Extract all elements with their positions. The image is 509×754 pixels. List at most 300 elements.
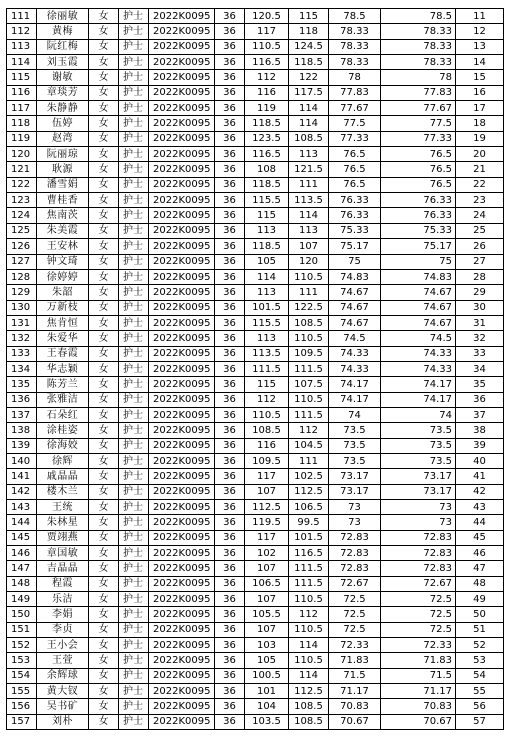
cell-position: 护士 (119, 85, 149, 100)
cell-avg-score: 72.83 (329, 546, 381, 561)
cell-score-a: 111.5 (245, 361, 289, 376)
table-row (7, 423, 504, 438)
cell-name: 曹桂香 (37, 193, 89, 208)
table-row (7, 714, 504, 729)
cell-score-b: 113 (289, 147, 329, 162)
cell-post-code: 2022K0095 (149, 285, 215, 300)
cell-total-score: 77.67 (381, 101, 456, 116)
cell-total-score: 75.33 (381, 223, 456, 238)
cell-index: 137 (7, 407, 37, 422)
cell-position: 护士 (119, 239, 149, 254)
cell-name: 焦南茨 (37, 208, 89, 223)
cell-rank: 12 (456, 24, 504, 39)
cell-score-a: 113 (245, 331, 289, 346)
cell-score-b: 115 (289, 9, 329, 24)
cell-score-a: 120.5 (245, 9, 289, 24)
cell-total-score: 74.33 (381, 361, 456, 376)
cell-gender: 女 (89, 607, 119, 622)
cell-post-code: 2022K0095 (149, 39, 215, 54)
cell-headcount: 36 (215, 407, 245, 422)
cell-score-b: 111 (289, 453, 329, 468)
cell-avg-score: 78 (329, 70, 381, 85)
cell-gender: 女 (89, 484, 119, 499)
cell-total-score: 73 (381, 515, 456, 530)
cell-post-code: 2022K0095 (149, 530, 215, 545)
cell-index: 150 (7, 607, 37, 622)
cell-rank: 14 (456, 55, 504, 70)
cell-rank: 21 (456, 162, 504, 177)
cell-headcount: 36 (215, 699, 245, 714)
cell-gender: 女 (89, 668, 119, 683)
cell-score-b: 101.5 (289, 530, 329, 545)
cell-rank: 51 (456, 622, 504, 637)
cell-rank: 53 (456, 653, 504, 668)
cell-index: 139 (7, 438, 37, 453)
cell-post-code: 2022K0095 (149, 177, 215, 192)
cell-headcount: 36 (215, 638, 245, 653)
cell-index: 134 (7, 361, 37, 376)
cell-rank: 44 (456, 515, 504, 530)
cell-post-code: 2022K0095 (149, 223, 215, 238)
cell-score-b: 111.5 (289, 361, 329, 376)
cell-gender: 女 (89, 546, 119, 561)
cell-gender: 女 (89, 162, 119, 177)
cell-total-score: 72.83 (381, 561, 456, 576)
cell-position: 护士 (119, 392, 149, 407)
cell-index: 152 (7, 638, 37, 653)
cell-headcount: 36 (215, 592, 245, 607)
cell-rank: 50 (456, 607, 504, 622)
cell-rank: 47 (456, 561, 504, 576)
table-row (7, 453, 504, 468)
cell-name: 徐婷婷 (37, 269, 89, 284)
cell-headcount: 36 (215, 269, 245, 284)
cell-post-code: 2022K0095 (149, 392, 215, 407)
cell-total-score: 74.67 (381, 300, 456, 315)
cell-name: 张雅洁 (37, 392, 89, 407)
cell-score-b: 107.5 (289, 377, 329, 392)
cell-index: 124 (7, 208, 37, 223)
cell-index: 114 (7, 55, 37, 70)
cell-gender: 女 (89, 438, 119, 453)
cell-name: 黄梅 (37, 24, 89, 39)
cell-score-b: 104.5 (289, 438, 329, 453)
cell-total-score: 74.33 (381, 346, 456, 361)
cell-position: 护士 (119, 361, 149, 376)
cell-post-code: 2022K0095 (149, 714, 215, 729)
table-body (7, 9, 504, 730)
cell-post-code: 2022K0095 (149, 70, 215, 85)
cell-headcount: 36 (215, 331, 245, 346)
cell-avg-score: 77.67 (329, 101, 381, 116)
cell-score-a: 108.5 (245, 423, 289, 438)
cell-gender: 女 (89, 239, 119, 254)
cell-avg-score: 72.5 (329, 622, 381, 637)
cell-post-code: 2022K0095 (149, 239, 215, 254)
cell-index: 122 (7, 177, 37, 192)
cell-name: 贾翊燕 (37, 530, 89, 545)
cell-post-code: 2022K0095 (149, 699, 215, 714)
cell-total-score: 70.67 (381, 714, 456, 729)
cell-headcount: 36 (215, 24, 245, 39)
cell-score-a: 115 (245, 208, 289, 223)
cell-headcount: 36 (215, 177, 245, 192)
cell-score-b: 108.5 (289, 131, 329, 146)
cell-total-score: 74.67 (381, 285, 456, 300)
cell-position: 护士 (119, 469, 149, 484)
cell-post-code: 2022K0095 (149, 208, 215, 223)
cell-index: 151 (7, 622, 37, 637)
cell-total-score: 74 (381, 407, 456, 422)
cell-name: 徐辉 (37, 453, 89, 468)
cell-headcount: 36 (215, 530, 245, 545)
table-row (7, 177, 504, 192)
cell-position: 护士 (119, 438, 149, 453)
cell-rank: 46 (456, 546, 504, 561)
cell-score-b: 121.5 (289, 162, 329, 177)
cell-gender: 女 (89, 576, 119, 591)
cell-total-score: 73 (381, 500, 456, 515)
cell-score-a: 103.5 (245, 714, 289, 729)
cell-rank: 19 (456, 131, 504, 146)
cell-position: 护士 (119, 269, 149, 284)
cell-avg-score: 77.33 (329, 131, 381, 146)
cell-post-code: 2022K0095 (149, 607, 215, 622)
cell-position: 护士 (119, 653, 149, 668)
cell-gender: 女 (89, 346, 119, 361)
cell-score-a: 117 (245, 469, 289, 484)
cell-score-b: 112.5 (289, 484, 329, 499)
table-row (7, 239, 504, 254)
cell-gender: 女 (89, 116, 119, 131)
cell-total-score: 73.5 (381, 438, 456, 453)
score-table (6, 8, 504, 730)
cell-name: 阮丽琼 (37, 147, 89, 162)
cell-rank: 23 (456, 193, 504, 208)
cell-score-a: 106.5 (245, 576, 289, 591)
cell-post-code: 2022K0095 (149, 407, 215, 422)
cell-total-score: 78 (381, 70, 456, 85)
table-row (7, 500, 504, 515)
cell-position: 护士 (119, 162, 149, 177)
cell-score-a: 116.5 (245, 55, 289, 70)
table-row (7, 592, 504, 607)
cell-total-score: 78.33 (381, 55, 456, 70)
cell-headcount: 36 (215, 147, 245, 162)
cell-avg-score: 73.5 (329, 438, 381, 453)
table-row (7, 638, 504, 653)
cell-index: 111 (7, 9, 37, 24)
cell-gender: 女 (89, 469, 119, 484)
cell-name: 赵湾 (37, 131, 89, 146)
cell-post-code: 2022K0095 (149, 469, 215, 484)
cell-score-b: 122.5 (289, 300, 329, 315)
cell-total-score: 71.5 (381, 668, 456, 683)
cell-avg-score: 73.5 (329, 453, 381, 468)
cell-name: 刘玉霞 (37, 55, 89, 70)
cell-score-a: 107 (245, 622, 289, 637)
table-row (7, 699, 504, 714)
cell-score-b: 111.5 (289, 407, 329, 422)
cell-gender: 女 (89, 131, 119, 146)
cell-gender: 女 (89, 208, 119, 223)
cell-index: 112 (7, 24, 37, 39)
cell-score-a: 105.5 (245, 607, 289, 622)
cell-rank: 56 (456, 699, 504, 714)
cell-rank: 48 (456, 576, 504, 591)
cell-score-a: 117 (245, 24, 289, 39)
cell-total-score: 73.17 (381, 469, 456, 484)
cell-name: 涂桂姿 (37, 423, 89, 438)
cell-avg-score: 73.5 (329, 423, 381, 438)
cell-avg-score: 72.33 (329, 638, 381, 653)
table-row (7, 39, 504, 54)
cell-avg-score: 71.83 (329, 653, 381, 668)
cell-score-a: 115 (245, 377, 289, 392)
cell-name: 万新枝 (37, 300, 89, 315)
cell-post-code: 2022K0095 (149, 377, 215, 392)
cell-total-score: 76.33 (381, 193, 456, 208)
cell-position: 护士 (119, 116, 149, 131)
table-row (7, 55, 504, 70)
cell-name: 徐海姣 (37, 438, 89, 453)
cell-position: 护士 (119, 101, 149, 116)
cell-gender: 女 (89, 622, 119, 637)
cell-total-score: 72.33 (381, 638, 456, 653)
cell-position: 护士 (119, 699, 149, 714)
cell-headcount: 36 (215, 684, 245, 699)
cell-name: 谢敏 (37, 70, 89, 85)
cell-position: 护士 (119, 9, 149, 24)
cell-index: 148 (7, 576, 37, 591)
cell-name: 李贞 (37, 622, 89, 637)
cell-total-score: 77.83 (381, 85, 456, 100)
cell-position: 护士 (119, 331, 149, 346)
cell-index: 129 (7, 285, 37, 300)
table-row (7, 515, 504, 530)
cell-headcount: 36 (215, 193, 245, 208)
cell-index: 130 (7, 300, 37, 315)
cell-avg-score: 77.5 (329, 116, 381, 131)
cell-score-a: 119.5 (245, 515, 289, 530)
cell-post-code: 2022K0095 (149, 561, 215, 576)
cell-headcount: 36 (215, 285, 245, 300)
cell-post-code: 2022K0095 (149, 453, 215, 468)
cell-position: 护士 (119, 668, 149, 683)
cell-index: 141 (7, 469, 37, 484)
cell-headcount: 36 (215, 300, 245, 315)
cell-rank: 32 (456, 331, 504, 346)
cell-score-b: 110.5 (289, 653, 329, 668)
cell-score-a: 116 (245, 438, 289, 453)
cell-gender: 女 (89, 699, 119, 714)
cell-name: 王春霞 (37, 346, 89, 361)
cell-score-a: 112.5 (245, 500, 289, 515)
cell-index: 133 (7, 346, 37, 361)
cell-gender: 女 (89, 70, 119, 85)
cell-index: 157 (7, 714, 37, 729)
cell-score-b: 107 (289, 239, 329, 254)
table-row (7, 438, 504, 453)
cell-score-b: 120 (289, 254, 329, 269)
cell-total-score: 78.33 (381, 39, 456, 54)
cell-score-b: 113.5 (289, 193, 329, 208)
cell-score-b: 110.5 (289, 622, 329, 637)
cell-rank: 40 (456, 453, 504, 468)
table-row (7, 254, 504, 269)
cell-index: 131 (7, 315, 37, 330)
cell-avg-score: 74.17 (329, 392, 381, 407)
cell-post-code: 2022K0095 (149, 638, 215, 653)
cell-rank: 43 (456, 500, 504, 515)
cell-score-a: 101 (245, 684, 289, 699)
cell-gender: 女 (89, 377, 119, 392)
cell-name: 戚晶晶 (37, 469, 89, 484)
cell-avg-score: 74.67 (329, 315, 381, 330)
cell-score-a: 116.5 (245, 147, 289, 162)
table-row (7, 484, 504, 499)
cell-avg-score: 71.5 (329, 668, 381, 683)
cell-avg-score: 78.33 (329, 39, 381, 54)
cell-position: 护士 (119, 622, 149, 637)
cell-name: 朱韶 (37, 285, 89, 300)
cell-position: 护士 (119, 285, 149, 300)
cell-name: 王小会 (37, 638, 89, 653)
cell-position: 护士 (119, 346, 149, 361)
cell-post-code: 2022K0095 (149, 668, 215, 683)
cell-score-a: 110.5 (245, 39, 289, 54)
cell-name: 黄大钗 (37, 684, 89, 699)
cell-total-score: 76.5 (381, 177, 456, 192)
cell-position: 护士 (119, 147, 149, 162)
cell-name: 石朵红 (37, 407, 89, 422)
cell-score-a: 107 (245, 592, 289, 607)
cell-avg-score: 74.67 (329, 285, 381, 300)
cell-position: 护士 (119, 315, 149, 330)
cell-score-b: 109.5 (289, 346, 329, 361)
cell-post-code: 2022K0095 (149, 622, 215, 637)
cell-name: 程霞 (37, 576, 89, 591)
cell-headcount: 36 (215, 254, 245, 269)
cell-post-code: 2022K0095 (149, 331, 215, 346)
cell-gender: 女 (89, 684, 119, 699)
cell-index: 138 (7, 423, 37, 438)
cell-index: 126 (7, 239, 37, 254)
cell-headcount: 36 (215, 500, 245, 515)
cell-position: 护士 (119, 177, 149, 192)
cell-post-code: 2022K0095 (149, 300, 215, 315)
cell-score-b: 112.5 (289, 684, 329, 699)
cell-index: 142 (7, 484, 37, 499)
cell-total-score: 75 (381, 254, 456, 269)
cell-index: 155 (7, 684, 37, 699)
cell-avg-score: 75.17 (329, 239, 381, 254)
cell-index: 120 (7, 147, 37, 162)
cell-score-a: 113 (245, 223, 289, 238)
cell-post-code: 2022K0095 (149, 162, 215, 177)
cell-name: 乐洁 (37, 592, 89, 607)
cell-position: 护士 (119, 592, 149, 607)
cell-avg-score: 76.5 (329, 162, 381, 177)
cell-score-a: 103 (245, 638, 289, 653)
cell-post-code: 2022K0095 (149, 147, 215, 162)
cell-name: 李娟 (37, 607, 89, 622)
cell-score-b: 111.5 (289, 576, 329, 591)
cell-rank: 30 (456, 300, 504, 315)
cell-score-b: 108.5 (289, 699, 329, 714)
cell-rank: 17 (456, 101, 504, 116)
cell-rank: 36 (456, 392, 504, 407)
cell-rank: 42 (456, 484, 504, 499)
table-row (7, 131, 504, 146)
cell-gender: 女 (89, 223, 119, 238)
cell-position: 护士 (119, 423, 149, 438)
cell-position: 护士 (119, 607, 149, 622)
cell-avg-score: 73.17 (329, 469, 381, 484)
cell-gender: 女 (89, 177, 119, 192)
cell-position: 护士 (119, 576, 149, 591)
cell-score-b: 111.5 (289, 561, 329, 576)
cell-name: 楼木兰 (37, 484, 89, 499)
cell-rank: 35 (456, 377, 504, 392)
cell-rank: 39 (456, 438, 504, 453)
cell-total-score: 73.5 (381, 423, 456, 438)
cell-total-score: 78.5 (381, 9, 456, 24)
cell-score-a: 105 (245, 653, 289, 668)
cell-gender: 女 (89, 392, 119, 407)
cell-headcount: 36 (215, 377, 245, 392)
cell-post-code: 2022K0095 (149, 116, 215, 131)
cell-score-a: 104 (245, 699, 289, 714)
cell-score-a: 113.5 (245, 346, 289, 361)
cell-name: 吴书矿 (37, 699, 89, 714)
cell-score-a: 119 (245, 101, 289, 116)
cell-score-b: 114 (289, 101, 329, 116)
cell-total-score: 74.83 (381, 269, 456, 284)
cell-post-code: 2022K0095 (149, 500, 215, 515)
table-row (7, 377, 504, 392)
cell-headcount: 36 (215, 361, 245, 376)
cell-post-code: 2022K0095 (149, 346, 215, 361)
cell-score-b: 108.5 (289, 714, 329, 729)
cell-index: 127 (7, 254, 37, 269)
cell-total-score: 72.5 (381, 607, 456, 622)
cell-name: 余辉球 (37, 668, 89, 683)
cell-rank: 28 (456, 269, 504, 284)
cell-score-a: 102 (245, 546, 289, 561)
cell-gender: 女 (89, 331, 119, 346)
cell-index: 121 (7, 162, 37, 177)
cell-post-code: 2022K0095 (149, 361, 215, 376)
cell-avg-score: 77.83 (329, 85, 381, 100)
cell-position: 护士 (119, 223, 149, 238)
cell-name: 徐丽敏 (37, 9, 89, 24)
cell-score-a: 100.5 (245, 668, 289, 683)
cell-total-score: 71.17 (381, 684, 456, 699)
cell-score-a: 118.5 (245, 177, 289, 192)
cell-headcount: 36 (215, 484, 245, 499)
cell-rank: 49 (456, 592, 504, 607)
cell-name: 朱美霞 (37, 223, 89, 238)
cell-total-score: 75.17 (381, 239, 456, 254)
cell-total-score: 73.5 (381, 453, 456, 468)
cell-score-a: 116 (245, 85, 289, 100)
cell-total-score: 78.33 (381, 24, 456, 39)
cell-rank: 15 (456, 70, 504, 85)
table-row (7, 223, 504, 238)
cell-headcount: 36 (215, 116, 245, 131)
cell-headcount: 36 (215, 85, 245, 100)
